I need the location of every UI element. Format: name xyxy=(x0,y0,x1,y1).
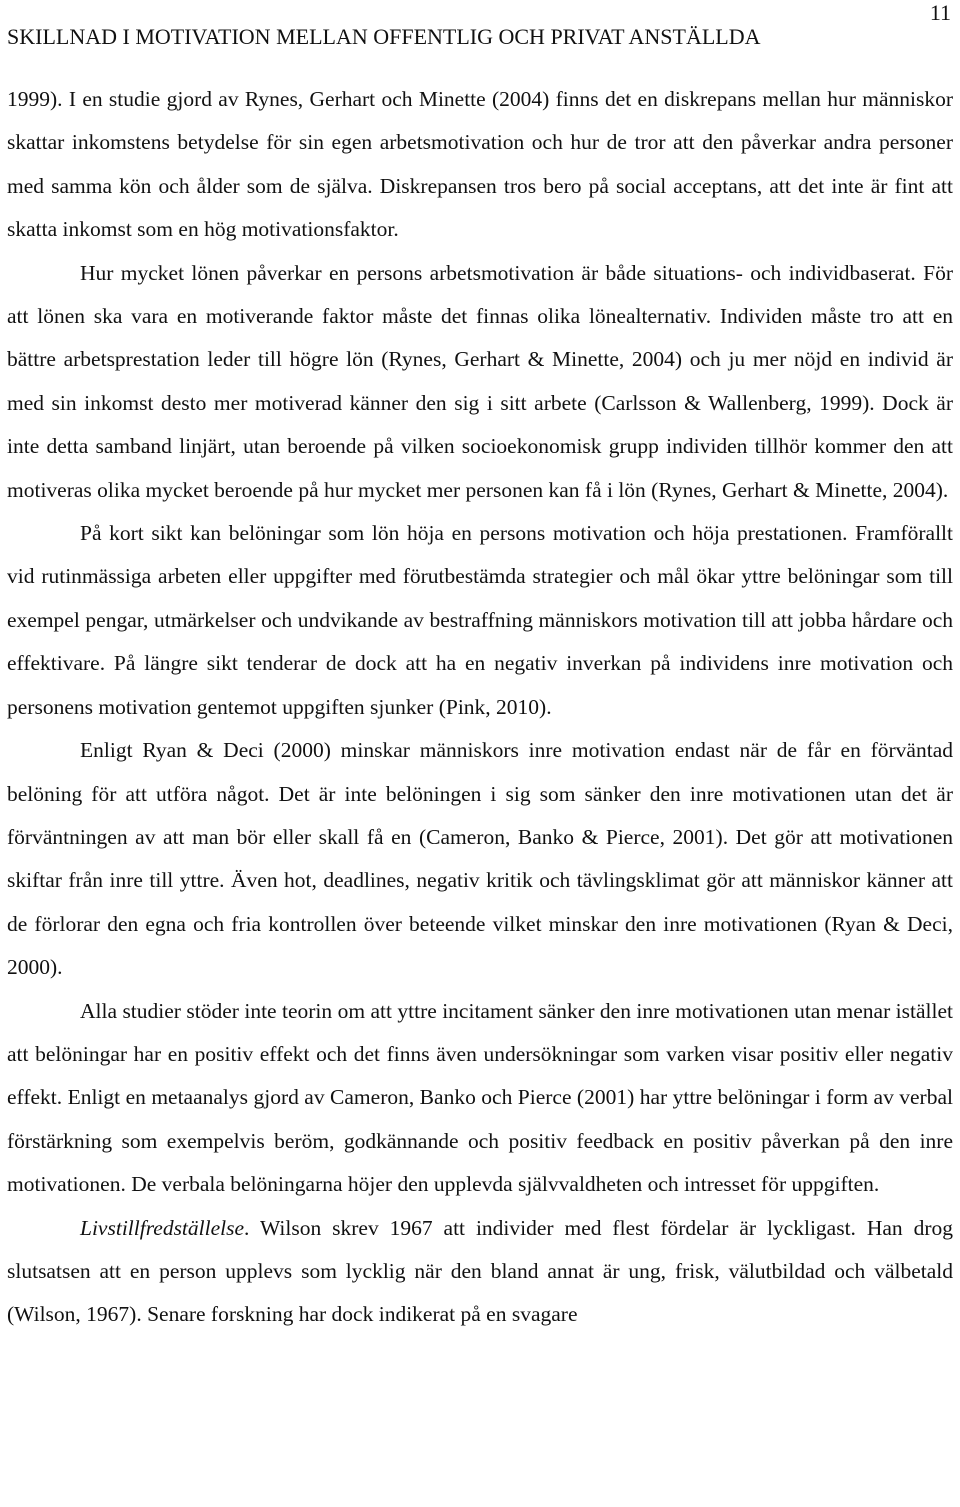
paragraph-meta-analysis: Alla studier stöder inte teorin om att yttre incitament sänker den inre motivationen utan menar istället att belöningar har en positiv effekt och det finns även undersökningar som varken visar positiv eller negativ effekt. Enligt en metaanalys gjord av Cameron, Banko och Pierce (2001) har yttre belöningar i form av verbal förstärkning som exempelvis beröm, godkännande och positiv feedback en positiv påverkan på den inre motivationen. De verbala belöningarna höjer den upplevda självvaldheten och intresset för uppgiften. xyxy=(7,998,953,1197)
paragraph-short-term-rewards: På kort sikt kan belöningar som lön höja en persons motivation och höja prestationen. Framförallt vid rutinmässiga arbeten eller uppgifter med förutbestämda strategier och mål ökar yttre belöningar som till exempel pengar, utmärkelser och undvikande av bestraffning människors motivation till att jobba hårdare och effektivare. På längre sikt tenderar de dock att ha en negativ inverkan på individens inre motivation och personens motivation gentemot uppgiften sjunker (Pink, 2010). xyxy=(7,521,953,719)
paragraph-continuation: 1999). I en studie gjord av Rynes, Gerhart och Minette (2004) finns det en diskrepans mellan hur människor skattar inkomstens betydelse för sin egen arbetsmotivation och hur de tror att den påverkar andra personer med samma kön och ålder som de själva. Diskrepansen tros bero på social acceptans, att det inte är fint att skatta inkomst som en hög motivationsfaktor. xyxy=(7,87,953,242)
section-heading-life-satisfaction: Livstillfredställelse xyxy=(80,1215,245,1240)
paragraph-life-satisfaction-text: . Wilson skrev 1967 att individer med flest fördelar är lyckligast. Han drog slutsatsen att en person upplevs som lycklig när den bland annat är ung, frisk, välutbildad och välbetald (Wilson, 1967). Senare forskning har dock indikerat på en svagare xyxy=(7,1215,953,1327)
paragraph-life-satisfaction xyxy=(7,1207,953,1337)
page-number: 11 xyxy=(929,0,951,25)
paragraph-ryan-deci: Enligt Ryan & Deci (2000) minskar människors inre motivation endast när de får en förväntad belöning för att utföra något. Det är inte belöningen i sig som sänker den inre motivationen utan det är förväntningen av att man bör eller skall få en (Cameron, Banko & Pierce, 2001). Det gör att motivationen skiftar från inre till yttre. Även hot, deadlines, negativ kritik och tävlingsklimat gör att människor känner att de förlorar den egna och fria kontrollen över beteende vilket minskar den inre motivationen (Ryan & Deci, 2000). xyxy=(7,738,953,980)
body-text xyxy=(7,78,953,1337)
running-header: SKILLNAD I MOTIVATION MELLAN OFFENTLIG OCH PRIVAT ANSTÄLLDA xyxy=(7,24,761,49)
paragraph-salary-motivation: Hur mycket lönen påverkar en persons arbetsmotivation är både situations- och individbaserat. För att lönen ska vara en motiverande faktor måste det finnas olika lönealternativ. Individen måste tro att en bättre arbetsprestation leder till högre lön (Rynes, Gerhart & Minette, 2004) och ju mer nöjd en individ är med sin inkomst desto mer motiverad känner den sig i sitt arbete (Carlsson & Wallenberg, 1999). Dock är inte detta samband linjärt, utan beroende på vilken socioekonomisk grupp individen tillhör kommer den att motiveras olika mycket beroende på hur mycket mer personen kan få i lön (Rynes, Gerhart & Minette, 2004). xyxy=(7,260,953,502)
